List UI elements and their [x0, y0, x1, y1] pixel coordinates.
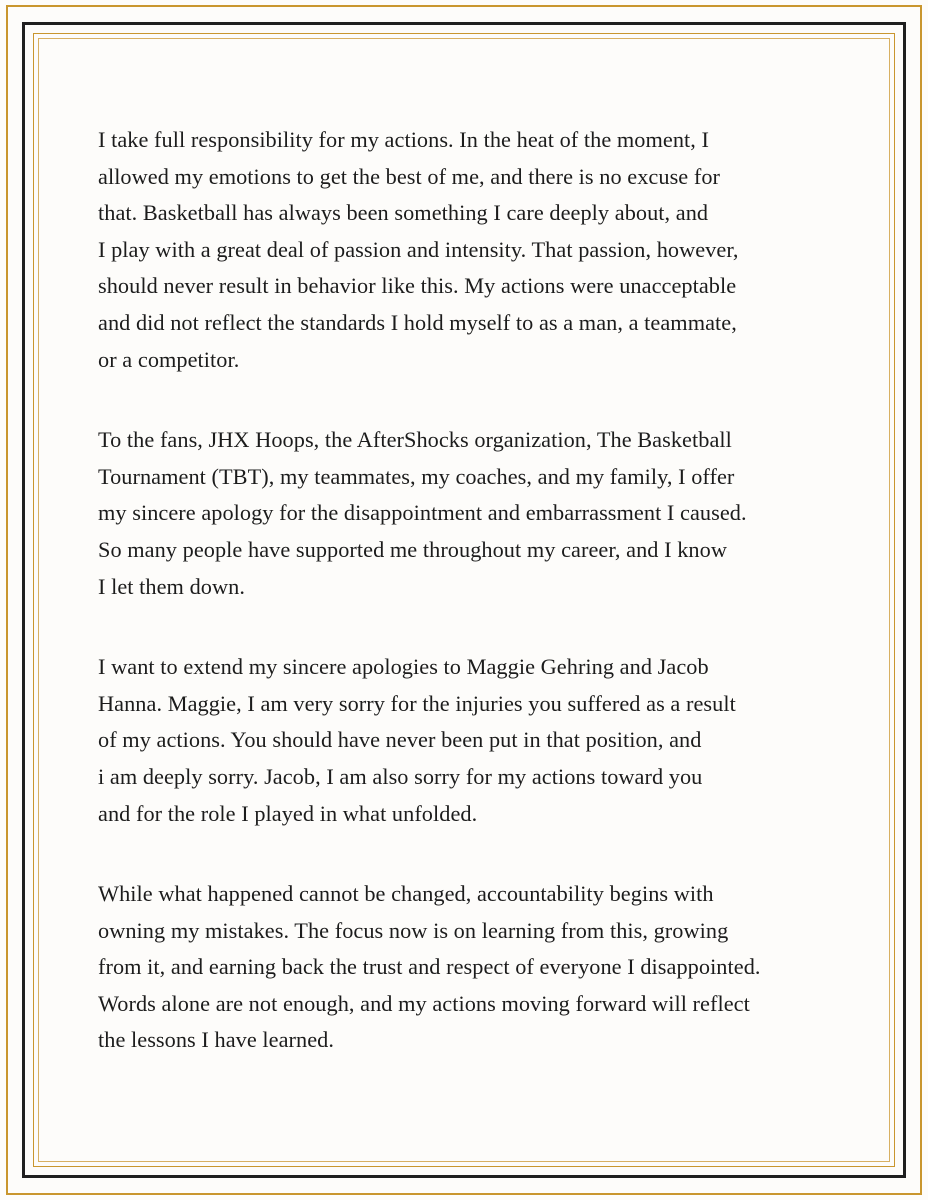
letter-line: I play with a great deal of passion and intensity. That passion, however,: [98, 236, 739, 262]
letter-line: should never result in behavior like this. My actions were unacceptable: [98, 273, 737, 299]
paragraph-apology-to-fans: [98, 422, 828, 605]
letter-line: that. Basketball has always been something I care deeply about, and: [98, 200, 709, 226]
paragraph-apology-to-individuals: [98, 649, 828, 832]
letter-line: I let them down.: [98, 573, 245, 599]
letter-line: and for the role I played in what unfolded.: [98, 800, 478, 826]
letter-line: So many people have supported me throughout my career, and I know: [98, 536, 727, 562]
letter-line: the lessons I have learned.: [98, 1027, 335, 1053]
letter-line: i am deeply sorry. Jacob, I am also sorry for my actions toward you: [98, 763, 703, 789]
letter-line: my sincere apology for the disappointment and embarrassment I caused.: [98, 500, 747, 526]
letter-line: Tournament (TBT), my teammates, my coaches, and my family, I offer: [98, 463, 735, 489]
letter-line: or a competitor.: [98, 346, 240, 372]
letter-line: from it, and earning back the trust and respect of everyone I disappointed.: [98, 954, 761, 980]
apology-letter: [98, 122, 828, 1103]
paragraph-accountability: [98, 876, 828, 1059]
letter-line: Hanna. Maggie, I am very sorry for the injuries you suffered as a result: [98, 690, 736, 716]
letter-line: I take full responsibility for my actions. In the heat of the moment, I: [98, 127, 709, 152]
letter-line: While what happened cannot be changed, accountability begins with: [98, 881, 714, 907]
paragraph-responsibility: [98, 122, 828, 378]
letter-line: of my actions. You should have never been put in that position, and: [98, 727, 702, 753]
letter-line: owning my mistakes. The focus now is on learning from this, growing: [98, 917, 729, 943]
letter-line: and did not reflect the standards I hold myself to as a man, a teammate,: [98, 309, 737, 335]
letter-line: I want to extend my sincere apologies to Maggie Gehring and Jacob: [98, 654, 709, 680]
letter-line: To the fans, JHX Hoops, the AfterShocks organization, The Basketball: [98, 427, 732, 453]
letter-line: Words alone are not enough, and my actions moving forward will reflect: [98, 990, 750, 1016]
letter-line: allowed my emotions to get the best of me, and there is no excuse for: [98, 163, 721, 189]
